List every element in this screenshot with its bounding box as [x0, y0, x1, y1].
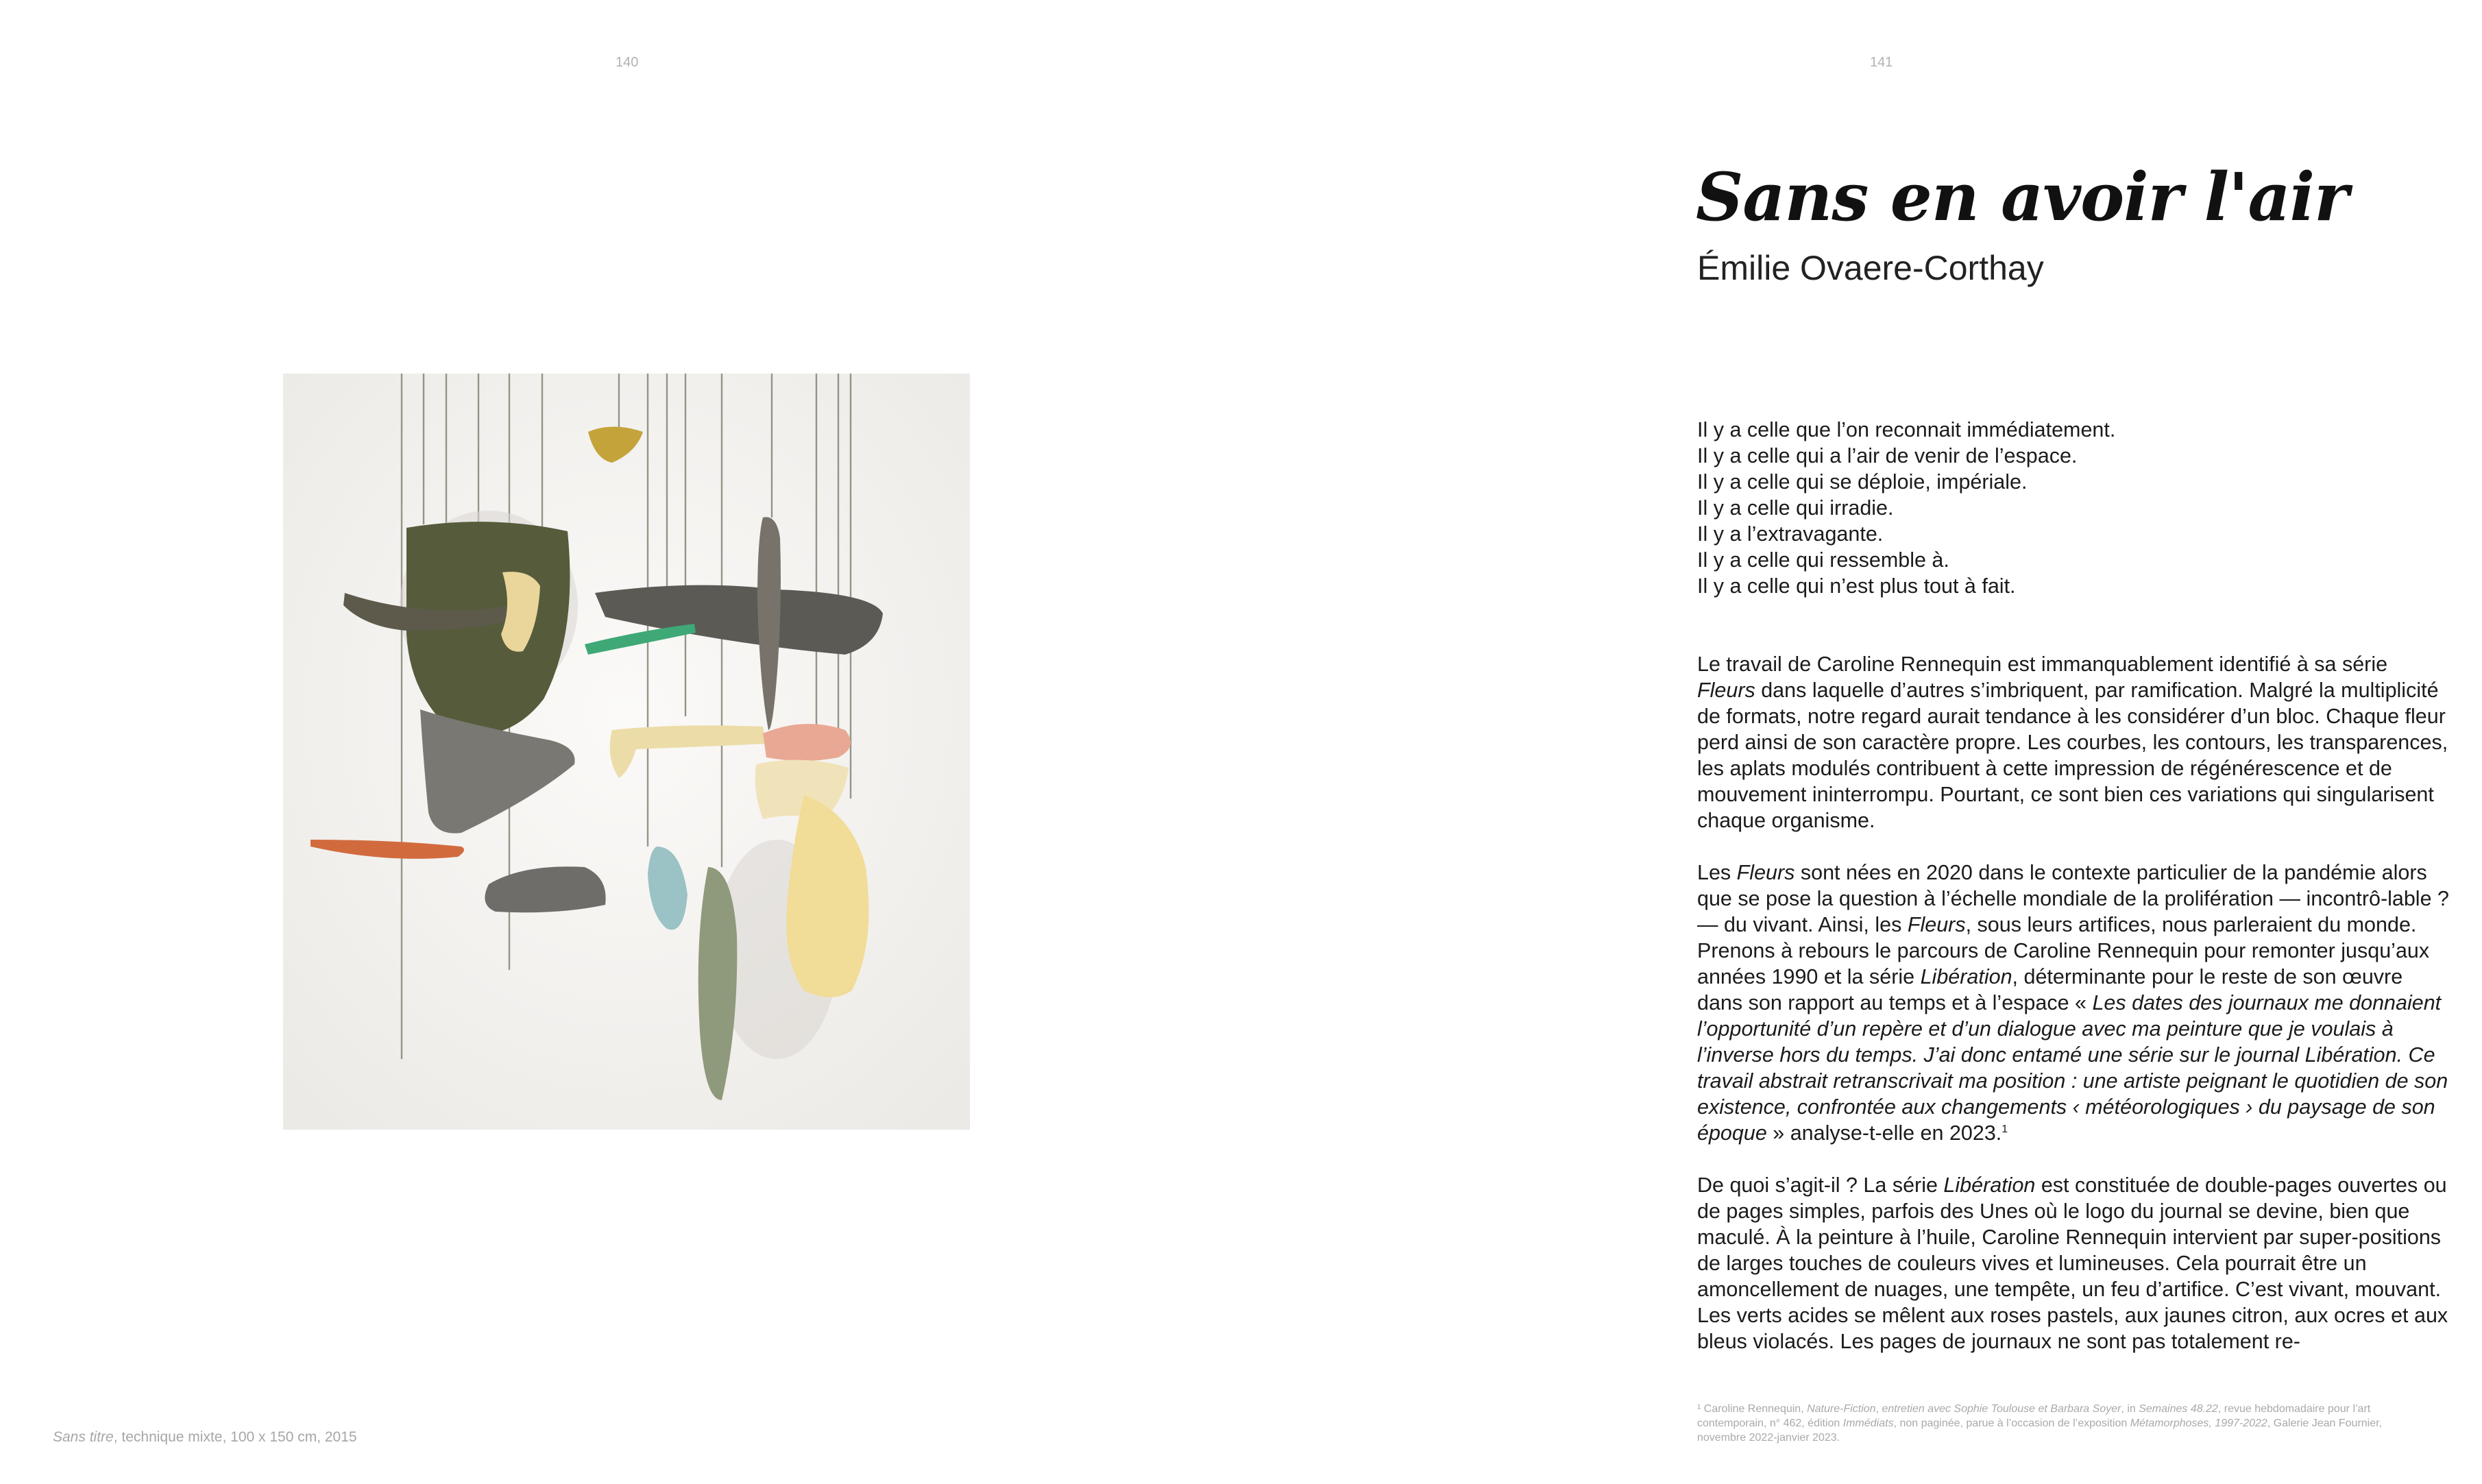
- article-body: [1697, 391, 2451, 1380]
- poem-line: Il y a celle qui ressemble à.: [1697, 548, 1949, 572]
- caption-details: , technique mixte, 100 x 150 cm, 2015: [113, 1429, 357, 1445]
- page-number-right: 141: [1870, 55, 1893, 70]
- paragraph-2: Les Fleurs sont nées en 2020 dans le contexte particulier de la pandémie alors que se pose la question à l’échelle mondiale de la prolifération — incontrô-lable ? — du vivant. Ainsi, les Fleurs, sous leurs artifices, nous parleraient du monde. Prenons à rebours le parcours de Caroline Rennequin pour remonter jusqu’aux années 1990 et la série Libération, déterminante pour le reste de son œuvre dans son rapport au temps et à l’espace « Les dates des journaux me donnaient l’opportunité d’un repère et d’un dialogue avec ma peinture que je voulais à l’inverse hors du temps. J’ai donc entamé une série sur le journal Libération. Ce travail abstrait retranscrivait ma position : une artiste peignant le quotidien de son existence, confrontée aux changements ‹ météorologiques › du paysage de son époque » analyse-t-elle en 2023.$^1$: [1697, 861, 2449, 1145]
- page-number-left: 140: [616, 55, 639, 70]
- caption-title: Sans titre: [53, 1429, 114, 1445]
- paragraph-1: Le travail de Caroline Rennequin est immanquablement identifié à sa série Fleurs dans laquelle d’autres s’imbriquent, par ramification. Malgré la multiplicité de formats, notre regard aurait tendance à les considérer d’un bloc. Chaque fleur perd ainsi de son caractère propre. Les courbes, les contours, les transparences, les aplats modulés contribuent à cette impression de régénérescence et de mouvement ininterrompu. Pourtant, ce sont bien ces variations qui singularisent chaque organisme.: [1697, 653, 2448, 832]
- poem-line: Il y a l’extravagante.: [1697, 522, 1884, 546]
- poem-line: Il y a celle qui se déploie, impériale.: [1697, 470, 2028, 494]
- artwork-caption: [53, 1429, 357, 1446]
- footnote: ¹ Caroline Rennequin, Nature-Fiction, entretien avec Sophie Toulouse et Barbara Soyer, in Semaines 48.22, revue hebdomadaire pour l’art contemporain, n° 462, édition Immédiats, non paginée, parue à l’occasion de l’exposition Métamorphoses, 1997-2022, Galerie Jean Fournier, novembre 2022-janvier 2023.: [1697, 1403, 2383, 1444]
- poem-line: Il y a celle qui a l’air de venir de l’espace.: [1697, 444, 2078, 467]
- hanging-sculpture-illustration: [283, 374, 970, 1130]
- poem-line: Il y a celle qui irradie.: [1697, 496, 1894, 520]
- artwork-photo: [283, 374, 970, 1130]
- paragraph-3: De quoi s’agit-il ? La série Libération est constituée de double-pages ouvertes ou de pages simples, parfois des Unes où le logo du journal se devine, bien que maculé. À la peinture à l’huile, Caroline Rennequin intervient par super-positions de larges touches de couleurs vives et lumineuses. Cela pourrait être un amoncellement de nuages, une tempête, un feu d’artifice. C’est vivant, mouvant. Les verts acides se mêlent aux roses pastels, aux jaunes citron, aux ocres et aux bleus violacés. Les pages de journaux ne sont pas totalement re-: [1697, 1173, 2448, 1353]
- article-author: Émilie Ovaere-Corthay: [1697, 249, 2044, 287]
- poem-line: Il y a celle que l’on reconnait immédiatement.: [1697, 418, 2116, 441]
- footnote-marker[interactable]: 1: [2002, 1123, 2008, 1135]
- article-title: Sans en avoir l'air: [1696, 158, 2348, 236]
- poem-line: Il y a celle qui n’est plus tout à fait.: [1697, 574, 2016, 598]
